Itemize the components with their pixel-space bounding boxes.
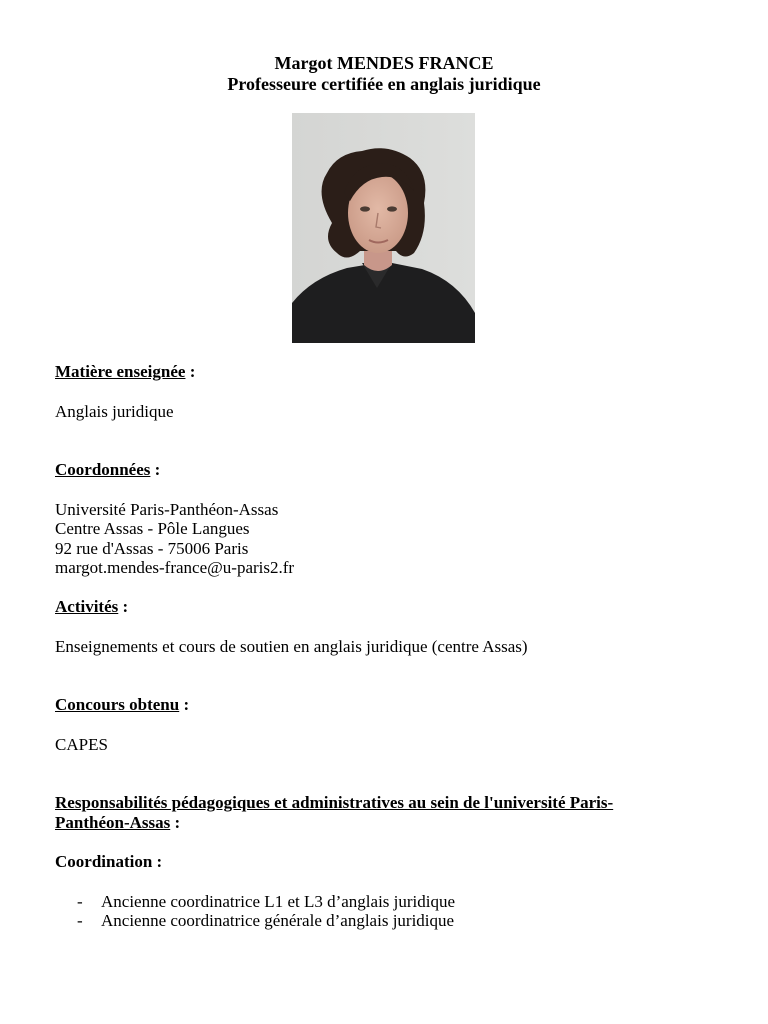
section-heading bbox=[55, 793, 613, 813]
heading-underlined-text: Responsabilités pédagogiques et administratives au sein de l'université Paris- bbox=[55, 793, 614, 812]
person-name: Margot MENDES FRANCE bbox=[274, 53, 494, 73]
section-content: Enseignements et cours de soutien en anglais juridique (centre Assas) bbox=[55, 636, 528, 656]
portrait-photo bbox=[292, 113, 475, 343]
heading-suffix: : bbox=[118, 597, 129, 616]
contact-line: Université Paris-Panthéon-Assas bbox=[55, 499, 279, 519]
section-coordonnees bbox=[55, 460, 294, 578]
section-matiere bbox=[55, 362, 195, 421]
heading-underlined-text: Matière enseignée bbox=[55, 362, 186, 381]
document-header bbox=[55, 53, 713, 95]
heading-suffix: : bbox=[170, 812, 181, 832]
list-item bbox=[55, 911, 455, 931]
section-heading bbox=[55, 362, 195, 382]
heading-underlined-text: Coordonnées bbox=[55, 460, 151, 479]
contact-email: margot.mendes-france@u-paris2.fr bbox=[55, 558, 295, 577]
list-item bbox=[55, 892, 455, 912]
section-activites bbox=[55, 597, 528, 656]
heading-underlined-text: Panthéon-Assas bbox=[55, 812, 171, 832]
section-heading bbox=[55, 597, 528, 617]
section-content: CAPES bbox=[55, 734, 108, 754]
section-content: Anglais juridique bbox=[55, 401, 174, 421]
list-bullet: - bbox=[77, 911, 83, 930]
contact-line: Centre Assas - Pôle Langues bbox=[55, 519, 250, 538]
list-item-text: Ancienne coordinatrice L1 et L3 d’anglais juridique bbox=[101, 891, 456, 911]
section-concours bbox=[55, 695, 189, 754]
section-heading bbox=[55, 695, 189, 715]
section-responsabilites bbox=[55, 793, 613, 832]
heading-underlined-text: Activités bbox=[55, 597, 119, 616]
section-heading: Coordination : bbox=[55, 852, 163, 871]
contact-line: 92 rue d'Assas - 75006 Paris bbox=[55, 538, 249, 558]
section-heading-continued bbox=[55, 813, 613, 833]
section-heading bbox=[55, 460, 294, 480]
heading-suffix: : bbox=[150, 460, 161, 479]
list-item-text: Ancienne coordinatrice générale d’anglais juridique bbox=[101, 911, 455, 930]
heading-suffix: : bbox=[179, 695, 190, 714]
heading-underlined-text: Concours obtenu bbox=[55, 695, 180, 714]
person-title: Professeure certifiée en anglais juridique bbox=[227, 74, 541, 94]
coordination-list bbox=[55, 892, 455, 931]
section-coordination bbox=[55, 852, 455, 931]
contact-details bbox=[55, 500, 294, 578]
heading-suffix: : bbox=[185, 362, 196, 381]
list-bullet: - bbox=[77, 891, 83, 911]
